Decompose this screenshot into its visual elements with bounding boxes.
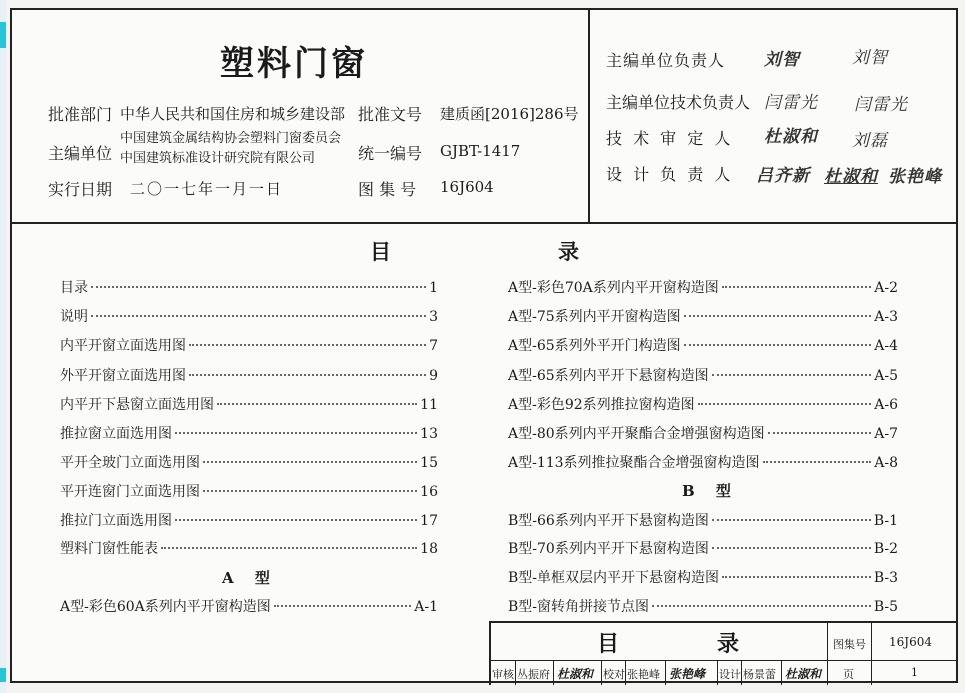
effective-date-label: 实行日期 [48, 180, 113, 199]
signature-name: 张艳峰 [888, 167, 942, 187]
toc-leader [712, 547, 871, 549]
toc-entry-title: B型-窗转角拼接节点图 [508, 599, 650, 615]
toc-entry-title: 推拉门立面选用图 [60, 513, 172, 529]
toc-entry-title: 推拉窗立面选用图 [60, 426, 172, 442]
toc-entry[interactable] [508, 510, 898, 530]
title-block-review-label: 审核 [492, 668, 514, 681]
chief-unit-line2: 中国建筑标准设计研究院有限公司 [120, 151, 316, 166]
signature-name: 杜淑和 [764, 127, 818, 147]
toc-entry-title: A型-65系列外平开门构造图 [508, 338, 681, 354]
toc-leader [768, 432, 872, 434]
signature-name: 杜淑和 [824, 167, 878, 187]
drawing-sheet [10, 8, 958, 683]
toc-leader [712, 374, 872, 376]
unified-no-value: GJBT-1417 [440, 142, 521, 160]
title-block-title-right: 录 [717, 631, 740, 657]
title-block-rule [827, 623, 828, 660]
toc-entry-title: 内平开窗立面选用图 [60, 338, 186, 354]
left-edge-strip [0, 0, 6, 693]
toc-entry-page: 9 [429, 368, 438, 384]
toc-entry-page: B-1 [873, 513, 898, 529]
toc-leader [175, 519, 417, 521]
toc-heading-left: 目 [370, 239, 391, 264]
toc-entry[interactable] [508, 335, 898, 355]
signature-name: 刘智 [764, 50, 800, 70]
title-block-page-value: 1 [911, 666, 918, 679]
title-block-title-left: 目 [597, 631, 622, 657]
toc-heading-right: 录 [558, 239, 579, 264]
toc-leader [722, 286, 871, 288]
title-block-rule [871, 660, 872, 685]
toc-entry-page: A-1 [414, 599, 438, 615]
toc-entry-page: A-7 [874, 426, 898, 442]
toc-leader [203, 461, 417, 463]
toc-entry[interactable] [60, 306, 438, 326]
toc-entry[interactable] [508, 277, 898, 297]
toc-entry-title: 目录 [60, 280, 88, 296]
toc-entry[interactable] [60, 277, 438, 297]
toc-entry-page: 1 [429, 280, 438, 296]
title-block [489, 621, 958, 685]
toc-entry[interactable] [60, 510, 438, 530]
title-block-rule [717, 660, 718, 685]
approval-dept-value: 中华人民共和国住房和城乡建设部 [120, 105, 346, 123]
toc-entry-page: 3 [429, 309, 438, 325]
signature-role-label: 主编单位负责人 [606, 51, 726, 70]
approval-dept-label: 批准部门 [48, 105, 113, 124]
title-block-design-label: 设计 [719, 668, 741, 681]
title-block-rule [871, 623, 872, 660]
atlas-no-value: 16J604 [440, 178, 494, 196]
title-block-atlas-value: 16J604 [889, 635, 932, 649]
toc-entry[interactable] [60, 538, 438, 558]
toc-leader [652, 605, 871, 607]
toc-leader [722, 576, 871, 578]
toc-entry[interactable] [508, 306, 898, 326]
toc-leader [91, 315, 426, 317]
toc-entry-page: B-3 [873, 570, 898, 586]
toc-entry-page: A-6 [874, 397, 898, 413]
toc-entry-title: A型-75系列内平开窗构造图 [508, 309, 681, 325]
signature-name: 闫雷光 [764, 93, 818, 113]
title-block-rule [491, 660, 958, 661]
toc-entry[interactable] [60, 481, 438, 501]
toc-entry[interactable] [508, 538, 898, 558]
cover-header [12, 10, 956, 224]
toc-entry-title: 外平开窗立面选用图 [60, 368, 186, 384]
toc-entry-title: A型-80系列内平开聚酯合金增强窗构造图 [508, 426, 765, 442]
toc-entry-page: A-5 [874, 368, 898, 384]
toc-entry-title: 说明 [60, 309, 88, 325]
toc-leader [189, 344, 426, 346]
signature-role-label: 主编单位技术负责人 [606, 93, 751, 112]
toc-entry-title: 平开连窗门立面选用图 [60, 484, 200, 500]
toc-entry[interactable] [60, 423, 438, 443]
toc-entry-page: 7 [429, 338, 438, 354]
title-block-rule [827, 660, 828, 685]
toc-entry-title: A型-113系列推拉聚酯合金增强窗构造图 [508, 455, 760, 471]
toc-entry[interactable] [60, 394, 438, 414]
toc-entry[interactable] [508, 596, 898, 616]
toc-entry[interactable] [60, 335, 438, 355]
toc-entry[interactable] [60, 596, 438, 616]
toc-leader [698, 403, 872, 405]
title-block-rule [601, 660, 602, 685]
title-block-check-signature: 张艳峰 [669, 667, 706, 681]
chief-unit-line1: 中国建筑金属结构协会塑料门窗委员会 [120, 131, 342, 146]
approval-doc-value: 建质函[2016]286号 [440, 105, 579, 123]
toc-entry-title: A型-彩色60A系列内平开窗构造图 [60, 599, 271, 615]
section-a-heading: A 型 [222, 569, 278, 587]
toc-leader [189, 374, 426, 376]
title-block-design-name: 杨景蕾 [743, 668, 776, 681]
title-block-rule [553, 660, 554, 685]
toc-leader [161, 547, 417, 549]
title-block-design-signature: 杜淑和 [785, 667, 822, 681]
signature-role-label: 设 计 负 责 人 [606, 165, 734, 184]
toc-entry-page: A-8 [874, 455, 898, 471]
toc-entry[interactable] [508, 567, 898, 587]
toc-leader [274, 605, 411, 607]
title-block-page-label: 页 [843, 668, 854, 681]
toc-entry[interactable] [508, 394, 898, 414]
toc-leader [91, 286, 426, 288]
toc-entry-page: 13 [420, 426, 438, 442]
toc-entry[interactable] [508, 452, 898, 472]
signature-name: 刘磊 [852, 131, 888, 151]
title-block-review-name: 丛振府 [517, 668, 550, 681]
toc-leader [763, 461, 872, 463]
toc-entry-page: A-3 [874, 309, 898, 325]
toc-entry[interactable] [60, 365, 438, 385]
approval-doc-label: 批准文号 [358, 105, 423, 124]
toc-entry-title: B型-单框双层内平开下悬窗构造图 [508, 570, 720, 586]
toc-entry-page: B-5 [873, 599, 898, 615]
toc-leader [712, 519, 871, 521]
toc-leader [217, 403, 417, 405]
left-edge-tab [0, 668, 6, 682]
toc-entry[interactable] [508, 423, 898, 443]
atlas-no-label: 图 集 号 [358, 180, 417, 199]
atlas-title: 塑料门窗 [220, 44, 368, 84]
title-block-check-name: 张艳峰 [627, 668, 660, 681]
toc-entry-page: 15 [420, 455, 438, 471]
header-divider [588, 10, 590, 222]
signature-name: 刘智 [852, 48, 888, 68]
toc-entry-title: A型-彩色92系列推拉窗构造图 [508, 397, 695, 413]
title-block-rule [665, 660, 666, 685]
toc-leader [175, 432, 417, 434]
toc-entry-page: B-2 [873, 541, 898, 557]
section-b-heading: B 型 [682, 482, 739, 500]
chief-unit-label: 主编单位 [48, 144, 113, 163]
title-block-rule [781, 660, 782, 685]
toc-entry-title: 塑料门窗性能表 [60, 541, 158, 557]
toc-entry[interactable] [60, 452, 438, 472]
toc-entry-title: A型-65系列内平开下悬窗构造图 [508, 368, 709, 384]
toc-leader [684, 315, 872, 317]
toc-entry-page: A-4 [874, 338, 898, 354]
title-block-rule [741, 660, 742, 685]
title-block-review-signature: 杜淑和 [557, 667, 594, 681]
title-block-rule [515, 660, 516, 685]
toc-entry-title: 平开全玻门立面选用图 [60, 455, 200, 471]
toc-entry-title: A型-彩色70A系列内平开窗构造图 [508, 280, 719, 296]
signature-name: 闫雷光 [854, 95, 908, 115]
title-block-atlas-label: 图集号 [833, 638, 866, 651]
unified-no-label: 统一编号 [358, 144, 423, 163]
effective-date-value: 二〇一七年一月一日 [130, 180, 284, 198]
title-block-check-label: 校对 [603, 668, 625, 681]
toc-entry-page: A-2 [874, 280, 898, 296]
toc-entry-page: 17 [420, 513, 438, 529]
toc-entry-page: 16 [420, 484, 438, 500]
toc-leader [684, 344, 872, 346]
toc-entry-title: B型-70系列内平开下悬窗构造图 [508, 541, 709, 557]
toc-entry-title: B型-66系列内平开下悬窗构造图 [508, 513, 709, 529]
signature-role-label: 技 术 审 定 人 [606, 129, 734, 148]
toc-entry-page: 18 [420, 541, 438, 557]
toc-entry[interactable] [508, 365, 898, 385]
title-block-rule [625, 660, 626, 685]
toc-entry-title: 内平开下悬窗立面选用图 [60, 397, 214, 413]
toc-entry-page: 11 [420, 397, 438, 413]
signature-name: 吕齐新 [756, 166, 810, 186]
left-edge-tab [0, 22, 6, 48]
toc-leader [203, 490, 417, 492]
